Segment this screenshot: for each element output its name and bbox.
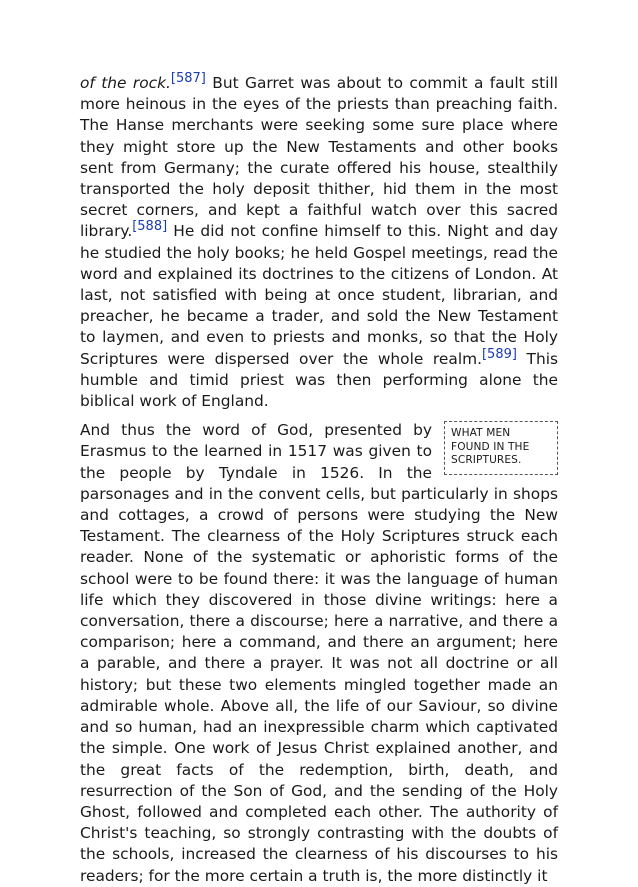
paragraph-1-text-a: But Garret was about to commit a fault still more heinous in the eyes of the priests than preaching faith. The Hanse merchants were seeking some sure place where they might store up the New Testaments and other books sent from Germany; the curate offered his house, stealthily transported the holy deposit thither, hid them in the most secret corners, and kept a faithful watch over this sacred library.	[80, 74, 558, 241]
paragraph-1-text-c: This humble and timid priest was then performing alone the biblical work of England.	[80, 349, 558, 411]
footnote-ref-587[interactable]: [587]	[170, 71, 206, 86]
paragraph-1-text-b: He did not confine himself to this. Night and day he studied the holy books; he held Gospel meetings, read the word and explained its doctrines to the citizens of London. At last, not satisfied with being at once student, librarian, and preacher, he became a trader, and sold the New Testament to laymen, and even to priests and monks, so that the Holy Scriptures were dispersed over the whole realm.	[80, 222, 558, 368]
paragraph-2	[80, 420, 558, 886]
footnote-ref-589[interactable]: [589]	[481, 346, 517, 362]
sidenote: WHAT MEN FOUND IN THE SCRIPTURES.	[444, 421, 558, 475]
italic-lead: of the rock.	[80, 74, 171, 92]
paragraph-1	[80, 73, 558, 412]
paragraph-2-text: And thus the word of God, presented by Erasmus to the learned in 1517 was given to the people by Tyndale in 1526. In the parsonages and in the convent cells, but particularly in shops and cottages, a crowd of persons were studying the New Testament. The clearness of the Holy Scriptures struck each reader. None of the systematic or aphoristic forms of the school were to be found there: it was the language of human life which they discovered in those divine writings: here a conversation, there a discourse; here a narrative, and there a comparison; here a command, and there an argument; here a parable, and there a prayer. It was not all doctrine or all history; but these two elements mingled together made an admirable whole. Above all, the life of our Saviour, so divine and so human, had an inexpressible charm which captivated the simple. One work of Jesus Christ explained another, and the great facts of the redemption, birth, death, and resurrection of the Son of God, and the sending of the Holy Ghost, followed and completed each other. The authority of Christ's teaching, so strongly contrasting with the doubts of the schools, increased the clearness of his discourses to his readers; for the more certain a truth is, the more distinctly it	[80, 421, 558, 885]
footnote-ref-588[interactable]: [588]	[132, 219, 168, 235]
page-content	[80, 73, 558, 887]
